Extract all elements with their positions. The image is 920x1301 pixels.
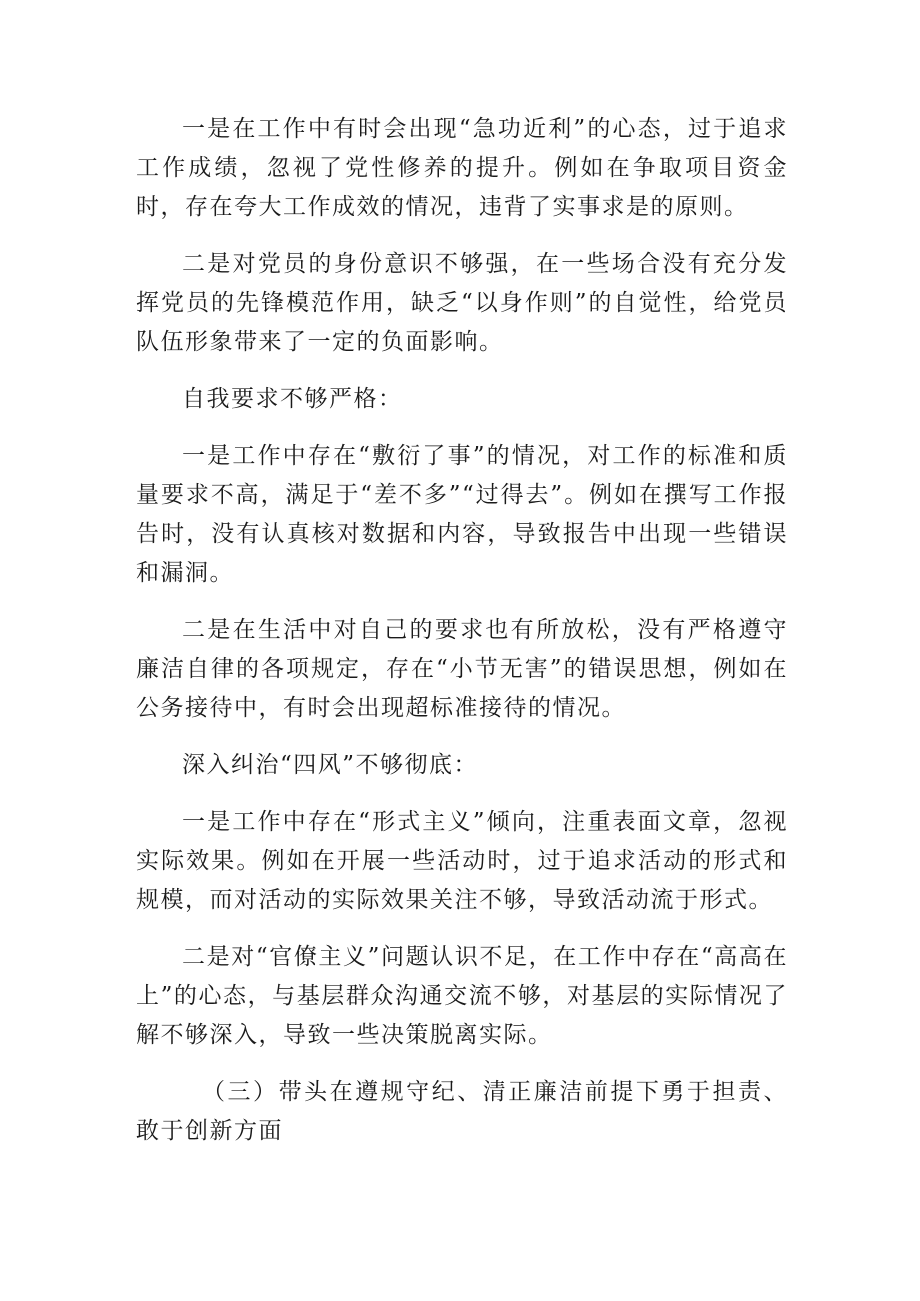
paragraph-integrity-rules: 二是在生活中对自己的要求也有所放松，没有严格遵守廉洁自律的各项规定，存在“小节无害”的错误思想，例如在公务接待中，有时会出现超标准接待的情况。 (136, 617, 788, 721)
document-body (136, 110, 788, 1169)
paragraph-party-identity: 二是对党员的身份意识不够强，在一些场合没有充分发挥党员的先锋模范作用，缺乏“以身作则”的自觉性，给党员队伍形象带来了一定的负面影响。 (136, 251, 788, 355)
section-heading-self-discipline: 自我要求不够严格： (182, 386, 403, 412)
paragraph-bureaucratism: 二是对“官僚主义”问题认识不足，在工作中存在“高高在上”的心态，与基层群众沟通交流不够，对基层的实际情况了解不够深入，导致一些决策脱离实际。 (136, 944, 788, 1048)
paragraph-formalism: 一是工作中存在“形式主义”倾向，注重表面文章，忽视实际效果。例如在开展一些活动时，过于追求活动的形式和规模，而对活动的实际效果关注不够，导致活动流于形式。 (136, 809, 788, 913)
paragraph-work-standards: 一是工作中存在“敷衍了事”的情况，对工作的标准和质量要求不高，满足于“差不多”“过得去”。例如在撰写工作报告时，没有认真核对数据和内容，导致报告中出现一些错误和漏洞。 (136, 443, 788, 586)
paragraph-party-spirit: 一是在工作中有时会出现“急功近利”的心态，过于追求工作成绩，忽视了党性修养的提升。例如在争取项目资金时，存在夸大工作成效的情况，违背了实事求是的原则。 (136, 116, 788, 220)
section-heading-four-winds: 深入纠治“四风”不够彻底： (182, 752, 479, 778)
section-heading-three: （三）带头在遵规守纪、清正廉洁前提下勇于担责、敢于创新方面 (136, 1079, 788, 1144)
